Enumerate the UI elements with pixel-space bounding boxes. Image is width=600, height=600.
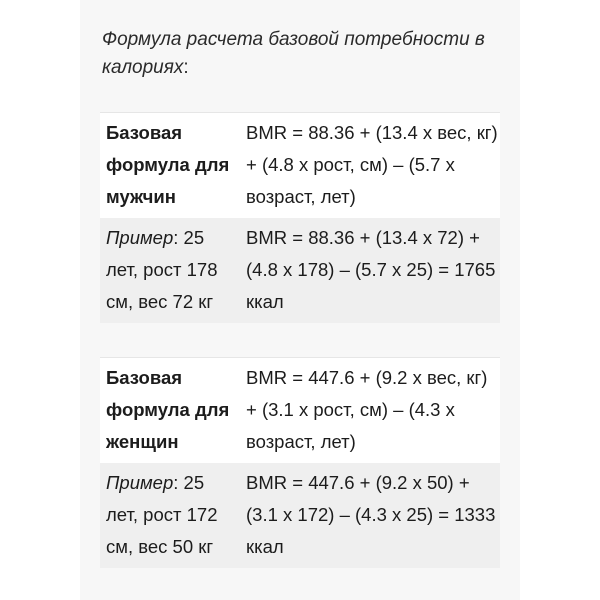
women-example-calc: BMR = 447.6 + (9.2 x 50) + (3.1 x 172) – (4.3 x 25) = 1333 ккал xyxy=(240,463,500,568)
table-row xyxy=(100,218,500,323)
intro-italic: Формула расчета базовой потребности в калориях xyxy=(102,29,485,78)
men-example-label xyxy=(100,218,240,323)
men-formula-table xyxy=(100,113,500,323)
women-formula-value: BMR = 447.6 + (9.2 x вес, кг) + (3.1 x рост, см) – (4.3 x возраст, лет) xyxy=(240,358,500,463)
women-formula-table xyxy=(100,358,500,568)
women-example-params: : 25 лет, рост 172 см, вес 50 кг xyxy=(106,472,218,557)
men-example-word: Пример xyxy=(106,227,174,248)
women-example-word: Пример xyxy=(106,472,174,493)
intro-colon: : xyxy=(183,57,189,78)
men-formula-value: BMR = 88.36 + (13.4 x вес, кг) + (4.8 x рост, см) – (5.7 x возраст, лет) xyxy=(240,113,500,218)
intro-text xyxy=(102,26,502,82)
table-row xyxy=(100,463,500,568)
men-example-params: : 25 лет, рост 178 см, вес 72 кг xyxy=(106,227,218,312)
women-example-label xyxy=(100,463,240,568)
table-row xyxy=(100,113,500,218)
women-formula-label: Базовая формула для женщин xyxy=(100,358,240,463)
table-row xyxy=(100,358,500,463)
men-formula-label: Базовая формула для мужчин xyxy=(100,113,240,218)
men-example-calc: BMR = 88.36 + (13.4 x 72) + (4.8 x 178) – (5.7 x 25) = 1765 ккал xyxy=(240,218,500,323)
